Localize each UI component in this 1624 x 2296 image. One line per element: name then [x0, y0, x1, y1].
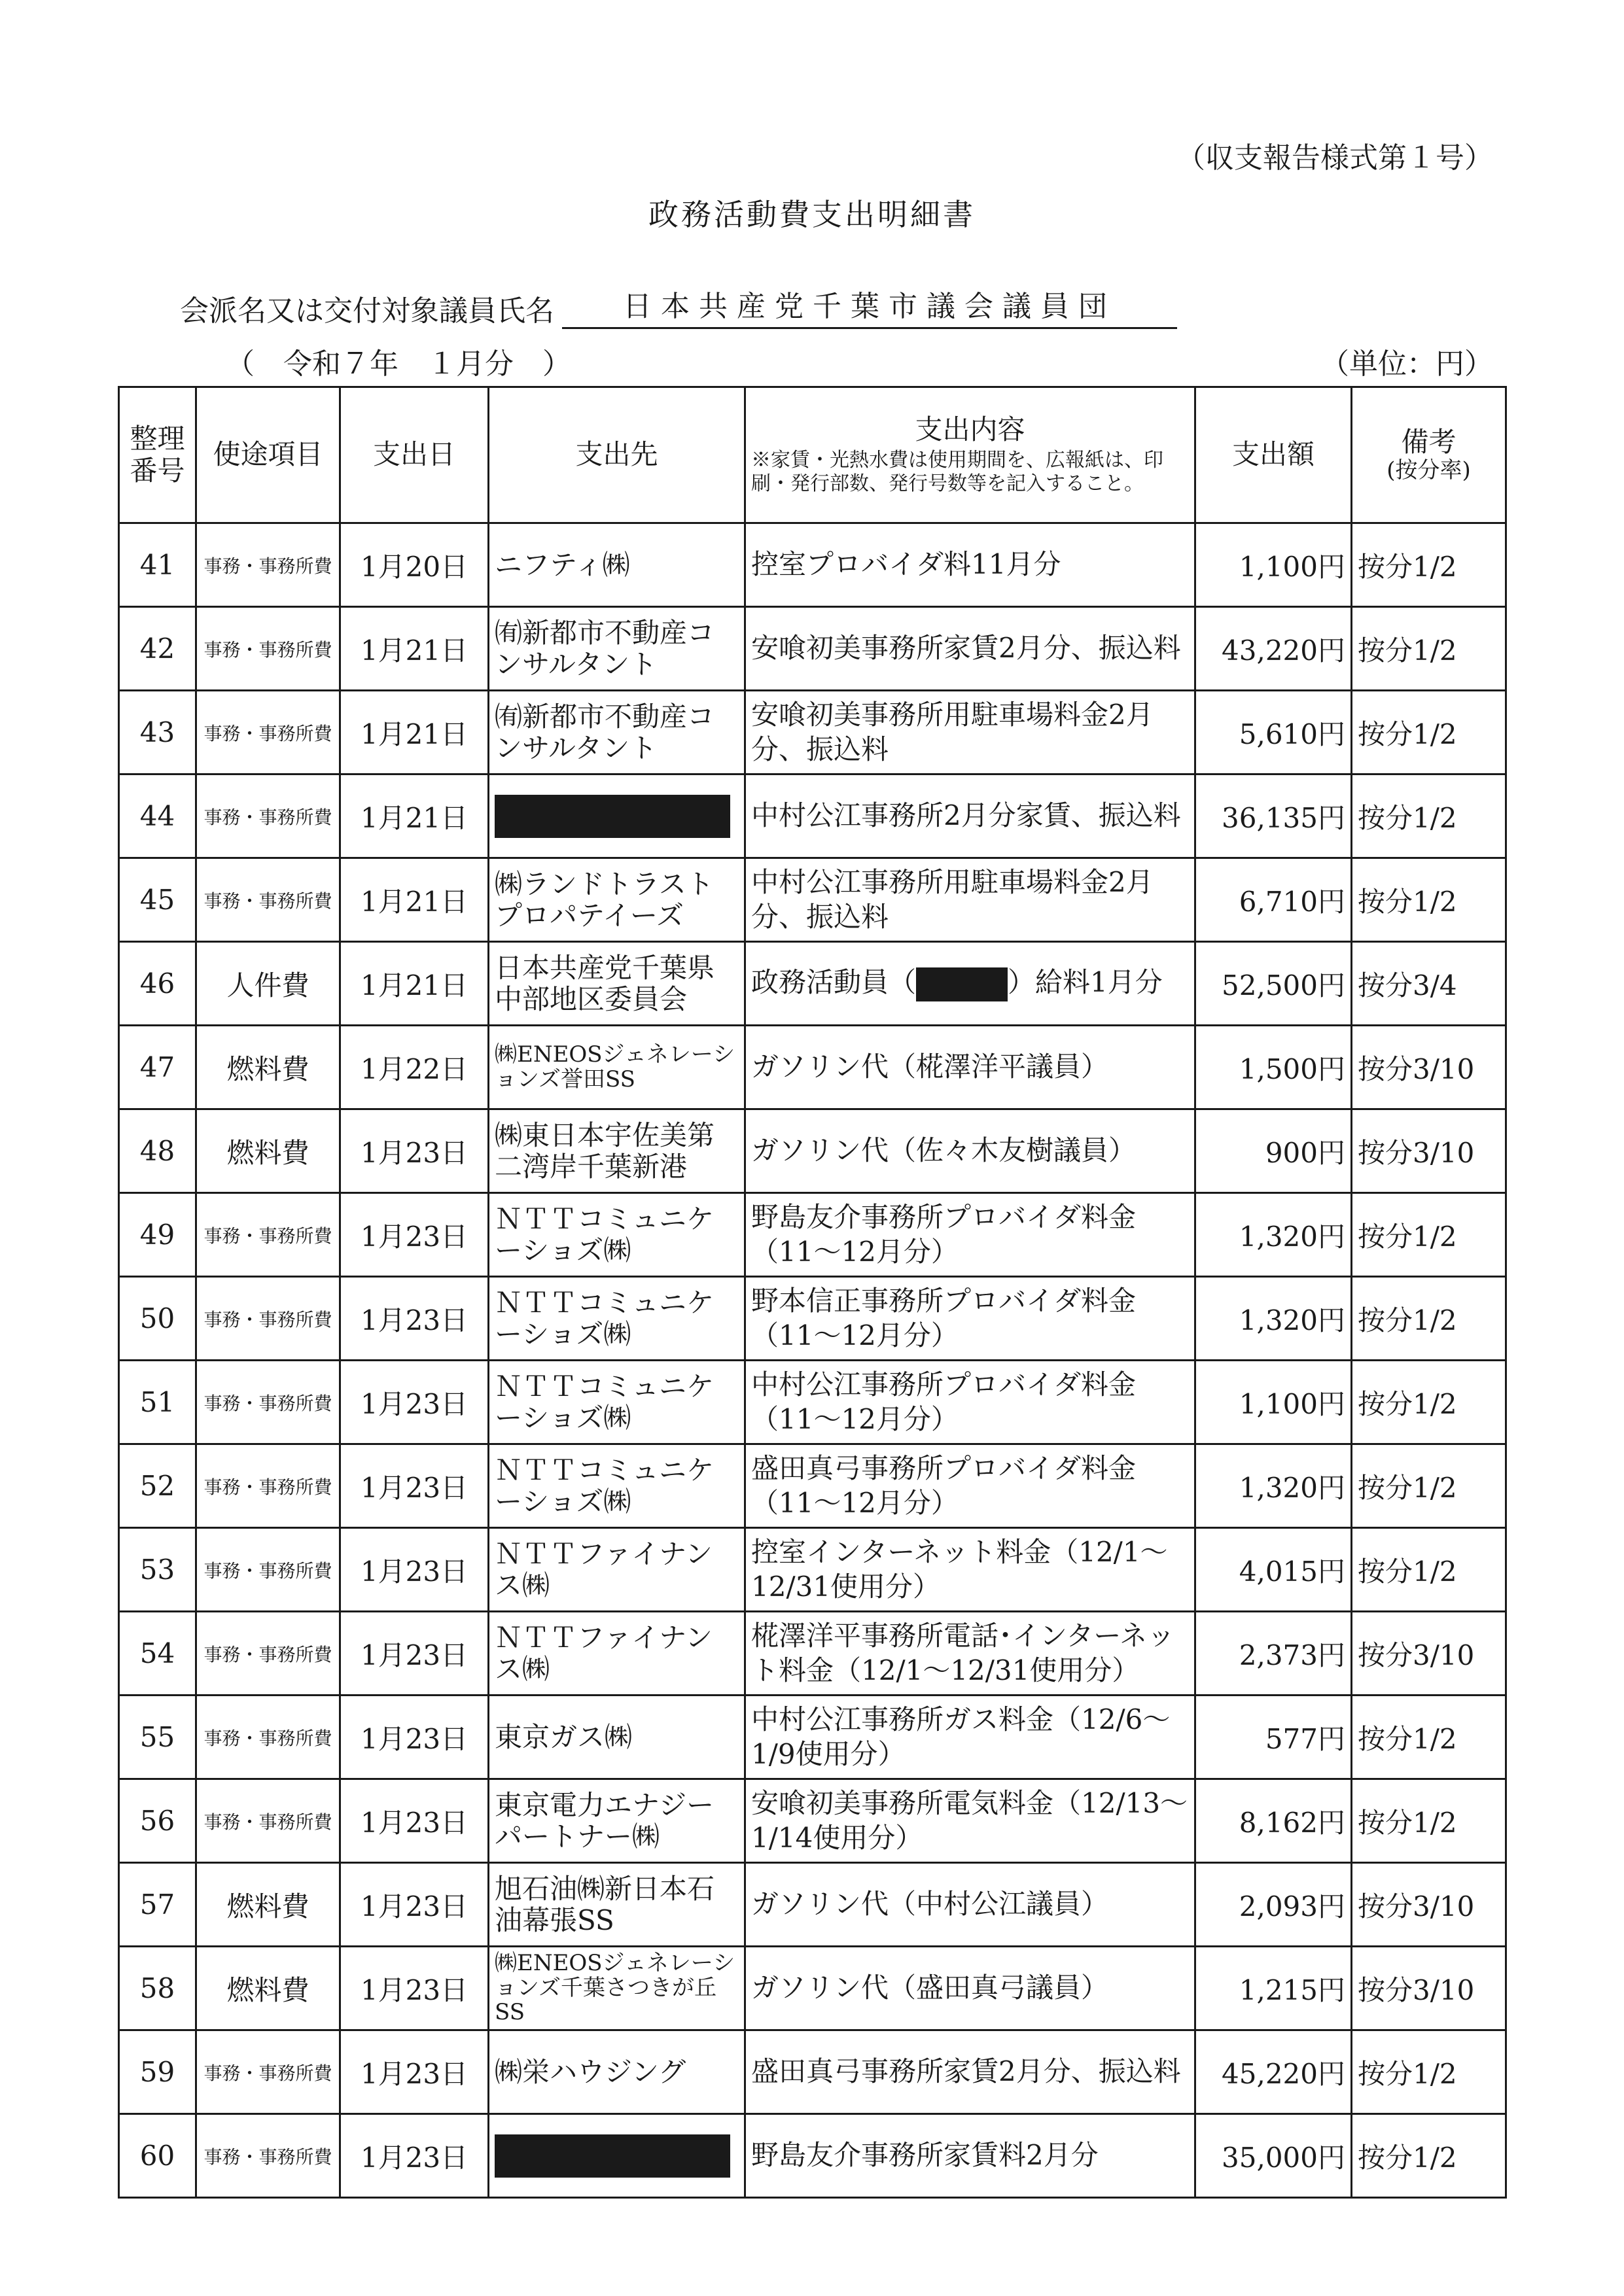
payee-cell: ＮＴＴコミュニケーショズ㈱ [489, 1444, 745, 1528]
date-cell: 1月21日 [340, 607, 489, 691]
date-cell: 1月23日 [340, 1361, 489, 1444]
header-description-label: 支出内容 [915, 413, 1025, 446]
remarks-cell: 按分1/2 [1352, 1444, 1506, 1528]
remarks-cell: 按分1/2 [1352, 1528, 1506, 1612]
row-number-cell: 56 [119, 1779, 196, 1863]
category-cell: 事務・事務所費 [196, 2114, 340, 2198]
party-label: 会派名又は交付対象議員氏名 [180, 294, 554, 328]
party-name: 日本共産党千葉市議会議員団 [562, 283, 1177, 329]
table-row [119, 523, 1506, 607]
row-number-cell: 55 [119, 1696, 196, 1779]
header-remarks [1352, 387, 1506, 523]
date-cell: 1月20日 [340, 523, 489, 607]
remarks-cell: 按分3/10 [1352, 1863, 1506, 1947]
row-number-cell: 47 [119, 1026, 196, 1109]
category-cell: 事務・事務所費 [196, 523, 340, 607]
date-cell: 1月23日 [340, 1696, 489, 1779]
remarks-cell: 按分3/10 [1352, 1026, 1506, 1109]
payee-cell: ㈱ランドトラストプロパテイーズ [489, 858, 745, 942]
description-cell: 野本信正事務所プロバイダ料金（11～12月分） [745, 1277, 1195, 1361]
row-number-cell: 48 [119, 1109, 196, 1193]
description-cell: 控室インターネット料金（12/1～12/31使用分） [745, 1528, 1195, 1612]
amount-cell: 2,373円 [1195, 1612, 1352, 1696]
table-row [119, 1612, 1506, 1696]
amount-cell: 1,100円 [1195, 523, 1352, 607]
description-cell: 控室プロバイダ料11月分 [745, 523, 1195, 607]
remarks-cell: 按分1/2 [1352, 1193, 1506, 1277]
table-row [119, 1863, 1506, 1947]
remarks-cell: 按分3/10 [1352, 1109, 1506, 1193]
category-cell: 人件費 [196, 942, 340, 1026]
row-number-cell: 54 [119, 1612, 196, 1696]
date-cell: 1月23日 [340, 1612, 489, 1696]
table-row [119, 1528, 1506, 1612]
category-cell: 燃料費 [196, 1026, 340, 1109]
header-description [745, 387, 1195, 523]
payee-cell: ＮＴＴファイナンス㈱ [489, 1612, 745, 1696]
description-cell: 中村公江事務所2月分家賃、振込料 [745, 774, 1195, 858]
row-number-cell: 46 [119, 942, 196, 1026]
description-cell: 中村公江事務所ガス料金（12/6～1/9使用分） [745, 1696, 1195, 1779]
amount-cell: 2,093円 [1195, 1863, 1352, 1947]
table-row [119, 774, 1506, 858]
row-number-cell: 49 [119, 1193, 196, 1277]
table-row [119, 691, 1506, 774]
payee-cell: ＮＴＴコミュニケーショズ㈱ [489, 1193, 745, 1277]
category-cell: 事務・事務所費 [196, 1361, 340, 1444]
payee-cell: ニフティ㈱ [489, 523, 745, 607]
amount-cell: 577円 [1195, 1696, 1352, 1779]
description-cell: 中村公江事務所用駐車場料金2月分、振込料 [745, 858, 1195, 942]
table-row [119, 1109, 1506, 1193]
table-row [119, 2030, 1506, 2114]
redaction-block [495, 795, 730, 838]
table-row [119, 1444, 1506, 1528]
description-cell: 安喰初美事務所用駐車場料金2月分、振込料 [745, 691, 1195, 774]
table-row [119, 1277, 1506, 1361]
payee-cell: ＮＴＴコミュニケーショズ㈱ [489, 1361, 745, 1444]
expense-table [118, 386, 1507, 2199]
table-row [119, 1361, 1506, 1444]
category-cell: 事務・事務所費 [196, 774, 340, 858]
row-number-cell: 57 [119, 1863, 196, 1947]
row-number-cell: 53 [119, 1528, 196, 1612]
category-cell: 事務・事務所費 [196, 1528, 340, 1612]
remarks-cell: 按分1/2 [1352, 2114, 1506, 2198]
date-cell: 1月21日 [340, 942, 489, 1026]
remarks-cell: 按分1/2 [1352, 858, 1506, 942]
description-cell: 椛澤洋平事務所電話･インターネット料金（12/1～12/31使用分） [745, 1612, 1195, 1696]
remarks-cell: 按分1/2 [1352, 774, 1506, 858]
category-cell: 事務・事務所費 [196, 1193, 340, 1277]
description-prefix: 政務活動員（ [751, 966, 917, 998]
payee-cell: 旭石油㈱新日本石油幕張SS [489, 1863, 745, 1947]
table-row [119, 607, 1506, 691]
header-remarks-label: 備考 [1401, 425, 1456, 458]
table-row [119, 1696, 1506, 1779]
description-cell: ガソリン代（佐々木友樹議員） [745, 1109, 1195, 1193]
table-row [119, 2114, 1506, 2198]
category-cell: 事務・事務所費 [196, 1779, 340, 1863]
date-cell: 1月23日 [340, 1109, 489, 1193]
remarks-cell: 按分1/2 [1352, 1361, 1506, 1444]
payee-cell: ＮＴＴコミュニケーショズ㈱ [489, 1277, 745, 1361]
description-suffix: ）給料1月分 [1008, 966, 1163, 998]
category-cell: 燃料費 [196, 1863, 340, 1947]
payee-cell: ㈲新都市不動産コンサルタント [489, 691, 745, 774]
amount-cell: 1,320円 [1195, 1277, 1352, 1361]
remarks-cell: 按分1/2 [1352, 691, 1506, 774]
amount-cell: 1,320円 [1195, 1444, 1352, 1528]
table-row [119, 1947, 1506, 2030]
date-cell: 1月21日 [340, 858, 489, 942]
category-cell: 事務・事務所費 [196, 607, 340, 691]
date-cell: 1月23日 [340, 1528, 489, 1612]
remarks-cell: 按分1/2 [1352, 1779, 1506, 1863]
header-no: 整理番号 [119, 387, 196, 523]
table-row [119, 1779, 1506, 1863]
amount-cell: 1,320円 [1195, 1193, 1352, 1277]
header-category: 使途項目 [196, 387, 340, 523]
description-cell [745, 942, 1195, 1026]
remarks-cell: 按分1/2 [1352, 1696, 1506, 1779]
amount-cell: 36,135円 [1195, 774, 1352, 858]
amount-cell: 1,100円 [1195, 1361, 1352, 1444]
row-number-cell: 50 [119, 1277, 196, 1361]
row-number-cell: 58 [119, 1947, 196, 2030]
row-number-cell: 42 [119, 607, 196, 691]
payee-cell [489, 774, 745, 858]
category-cell: 事務・事務所費 [196, 1277, 340, 1361]
table-row [119, 858, 1506, 942]
row-number-cell: 45 [119, 858, 196, 942]
amount-cell: 5,610円 [1195, 691, 1352, 774]
party-row [180, 283, 1177, 329]
category-cell: 燃料費 [196, 1947, 340, 2030]
description-cell: ガソリン代（中村公江議員） [745, 1863, 1195, 1947]
payee-cell: ㈱東日本宇佐美第二湾岸千葉新港 [489, 1109, 745, 1193]
amount-cell: 900円 [1195, 1109, 1352, 1193]
description-cell: 盛田真弓事務所プロバイダ料金（11～12月分） [745, 1444, 1195, 1528]
amount-cell: 52,500円 [1195, 942, 1352, 1026]
date-cell: 1月23日 [340, 1779, 489, 1863]
payee-cell: ㈲新都市不動産コンサルタント [489, 607, 745, 691]
table-row [119, 942, 1506, 1026]
category-cell: 事務・事務所費 [196, 1612, 340, 1696]
description-cell: 野島友介事務所プロバイダ料金（11～12月分） [745, 1193, 1195, 1277]
amount-cell: 6,710円 [1195, 858, 1352, 942]
row-number-cell: 60 [119, 2114, 196, 2198]
header-date: 支出日 [340, 387, 489, 523]
remarks-cell: 按分1/2 [1352, 1277, 1506, 1361]
category-cell: 事務・事務所費 [196, 858, 340, 942]
amount-cell: 43,220円 [1195, 607, 1352, 691]
date-cell: 1月23日 [340, 2030, 489, 2114]
row-number-cell: 52 [119, 1444, 196, 1528]
description-cell: 安喰初美事務所家賃2月分、振込料 [745, 607, 1195, 691]
description-cell: 野島友介事務所家賃料2月分 [745, 2114, 1195, 2198]
amount-cell: 1,215円 [1195, 1947, 1352, 2030]
document-title: 政務活動費支出明細書 [648, 197, 976, 232]
category-cell: 燃料費 [196, 1109, 340, 1193]
payee-cell: ㈱ENEOSジェネレーションズ千葉さつきが丘SS [489, 1947, 745, 2030]
category-cell: 事務・事務所費 [196, 1444, 340, 1528]
amount-cell: 35,000円 [1195, 2114, 1352, 2198]
remarks-cell: 按分3/10 [1352, 1947, 1506, 2030]
description-cell: 中村公江事務所プロバイダ料金（11～12月分） [745, 1361, 1195, 1444]
date-cell: 1月23日 [340, 1193, 489, 1277]
date-cell: 1月23日 [340, 1863, 489, 1947]
redaction-block [916, 967, 1008, 1001]
table-row [119, 1193, 1506, 1277]
amount-cell: 45,220円 [1195, 2030, 1352, 2114]
date-cell: 1月21日 [340, 774, 489, 858]
amount-cell: 1,500円 [1195, 1026, 1352, 1109]
row-number-cell: 41 [119, 523, 196, 607]
category-cell: 事務・事務所費 [196, 691, 340, 774]
unit-label: （単位：円） [1320, 347, 1493, 381]
description-cell: ガソリン代（椛澤洋平議員） [745, 1026, 1195, 1109]
description-cell: ガソリン代（盛田真弓議員） [745, 1947, 1195, 2030]
payee-cell: 東京ガス㈱ [489, 1696, 745, 1779]
payee-cell: 日本共産党千葉県中部地区委員会 [489, 942, 745, 1026]
date-cell: 1月21日 [340, 691, 489, 774]
table-header-row [119, 387, 1506, 523]
row-number-cell: 51 [119, 1361, 196, 1444]
header-description-note: ※家賃・光熱水費は使用期間を、広報紙は、印刷・発行部数、発行号数等を記入すること。 [751, 448, 1163, 495]
table-body [119, 523, 1506, 2198]
category-cell: 事務・事務所費 [196, 2030, 340, 2114]
date-cell: 1月23日 [340, 1444, 489, 1528]
payee-cell: 東京電力エナジーパートナー㈱ [489, 1779, 745, 1863]
report-period: （ 令和７年 １月分 ） [226, 347, 571, 381]
payee-cell: ㈱栄ハウジング [489, 2030, 745, 2114]
remarks-cell: 按分1/2 [1352, 2030, 1506, 2114]
redaction-block [495, 2134, 730, 2178]
remarks-cell: 按分1/2 [1352, 523, 1506, 607]
category-cell: 事務・事務所費 [196, 1696, 340, 1779]
table-row [119, 1026, 1506, 1109]
row-number-cell: 43 [119, 691, 196, 774]
payee-cell [489, 2114, 745, 2198]
amount-cell: 4,015円 [1195, 1528, 1352, 1612]
remarks-cell: 按分3/10 [1352, 1612, 1506, 1696]
form-number: （収支報告様式第１号） [1176, 141, 1493, 175]
payee-cell: ㈱ENEOSジェネレーションズ誉田SS [489, 1026, 745, 1109]
remarks-cell: 按分1/2 [1352, 607, 1506, 691]
remarks-cell: 按分3/4 [1352, 942, 1506, 1026]
payee-cell: ＮＴＴファイナンス㈱ [489, 1528, 745, 1612]
header-payee: 支出先 [489, 387, 745, 523]
date-cell: 1月22日 [340, 1026, 489, 1109]
header-amount: 支出額 [1195, 387, 1352, 523]
amount-cell: 8,162円 [1195, 1779, 1352, 1863]
header-remarks-sub: (按分率) [1386, 457, 1471, 484]
date-cell: 1月23日 [340, 1947, 489, 2030]
row-number-cell: 59 [119, 2030, 196, 2114]
row-number-cell: 44 [119, 774, 196, 858]
date-cell: 1月23日 [340, 1277, 489, 1361]
description-cell: 安喰初美事務所電気料金（12/13～1/14使用分） [745, 1779, 1195, 1863]
description-cell: 盛田真弓事務所家賃2月分、振込料 [745, 2030, 1195, 2114]
date-cell: 1月23日 [340, 2114, 489, 2198]
